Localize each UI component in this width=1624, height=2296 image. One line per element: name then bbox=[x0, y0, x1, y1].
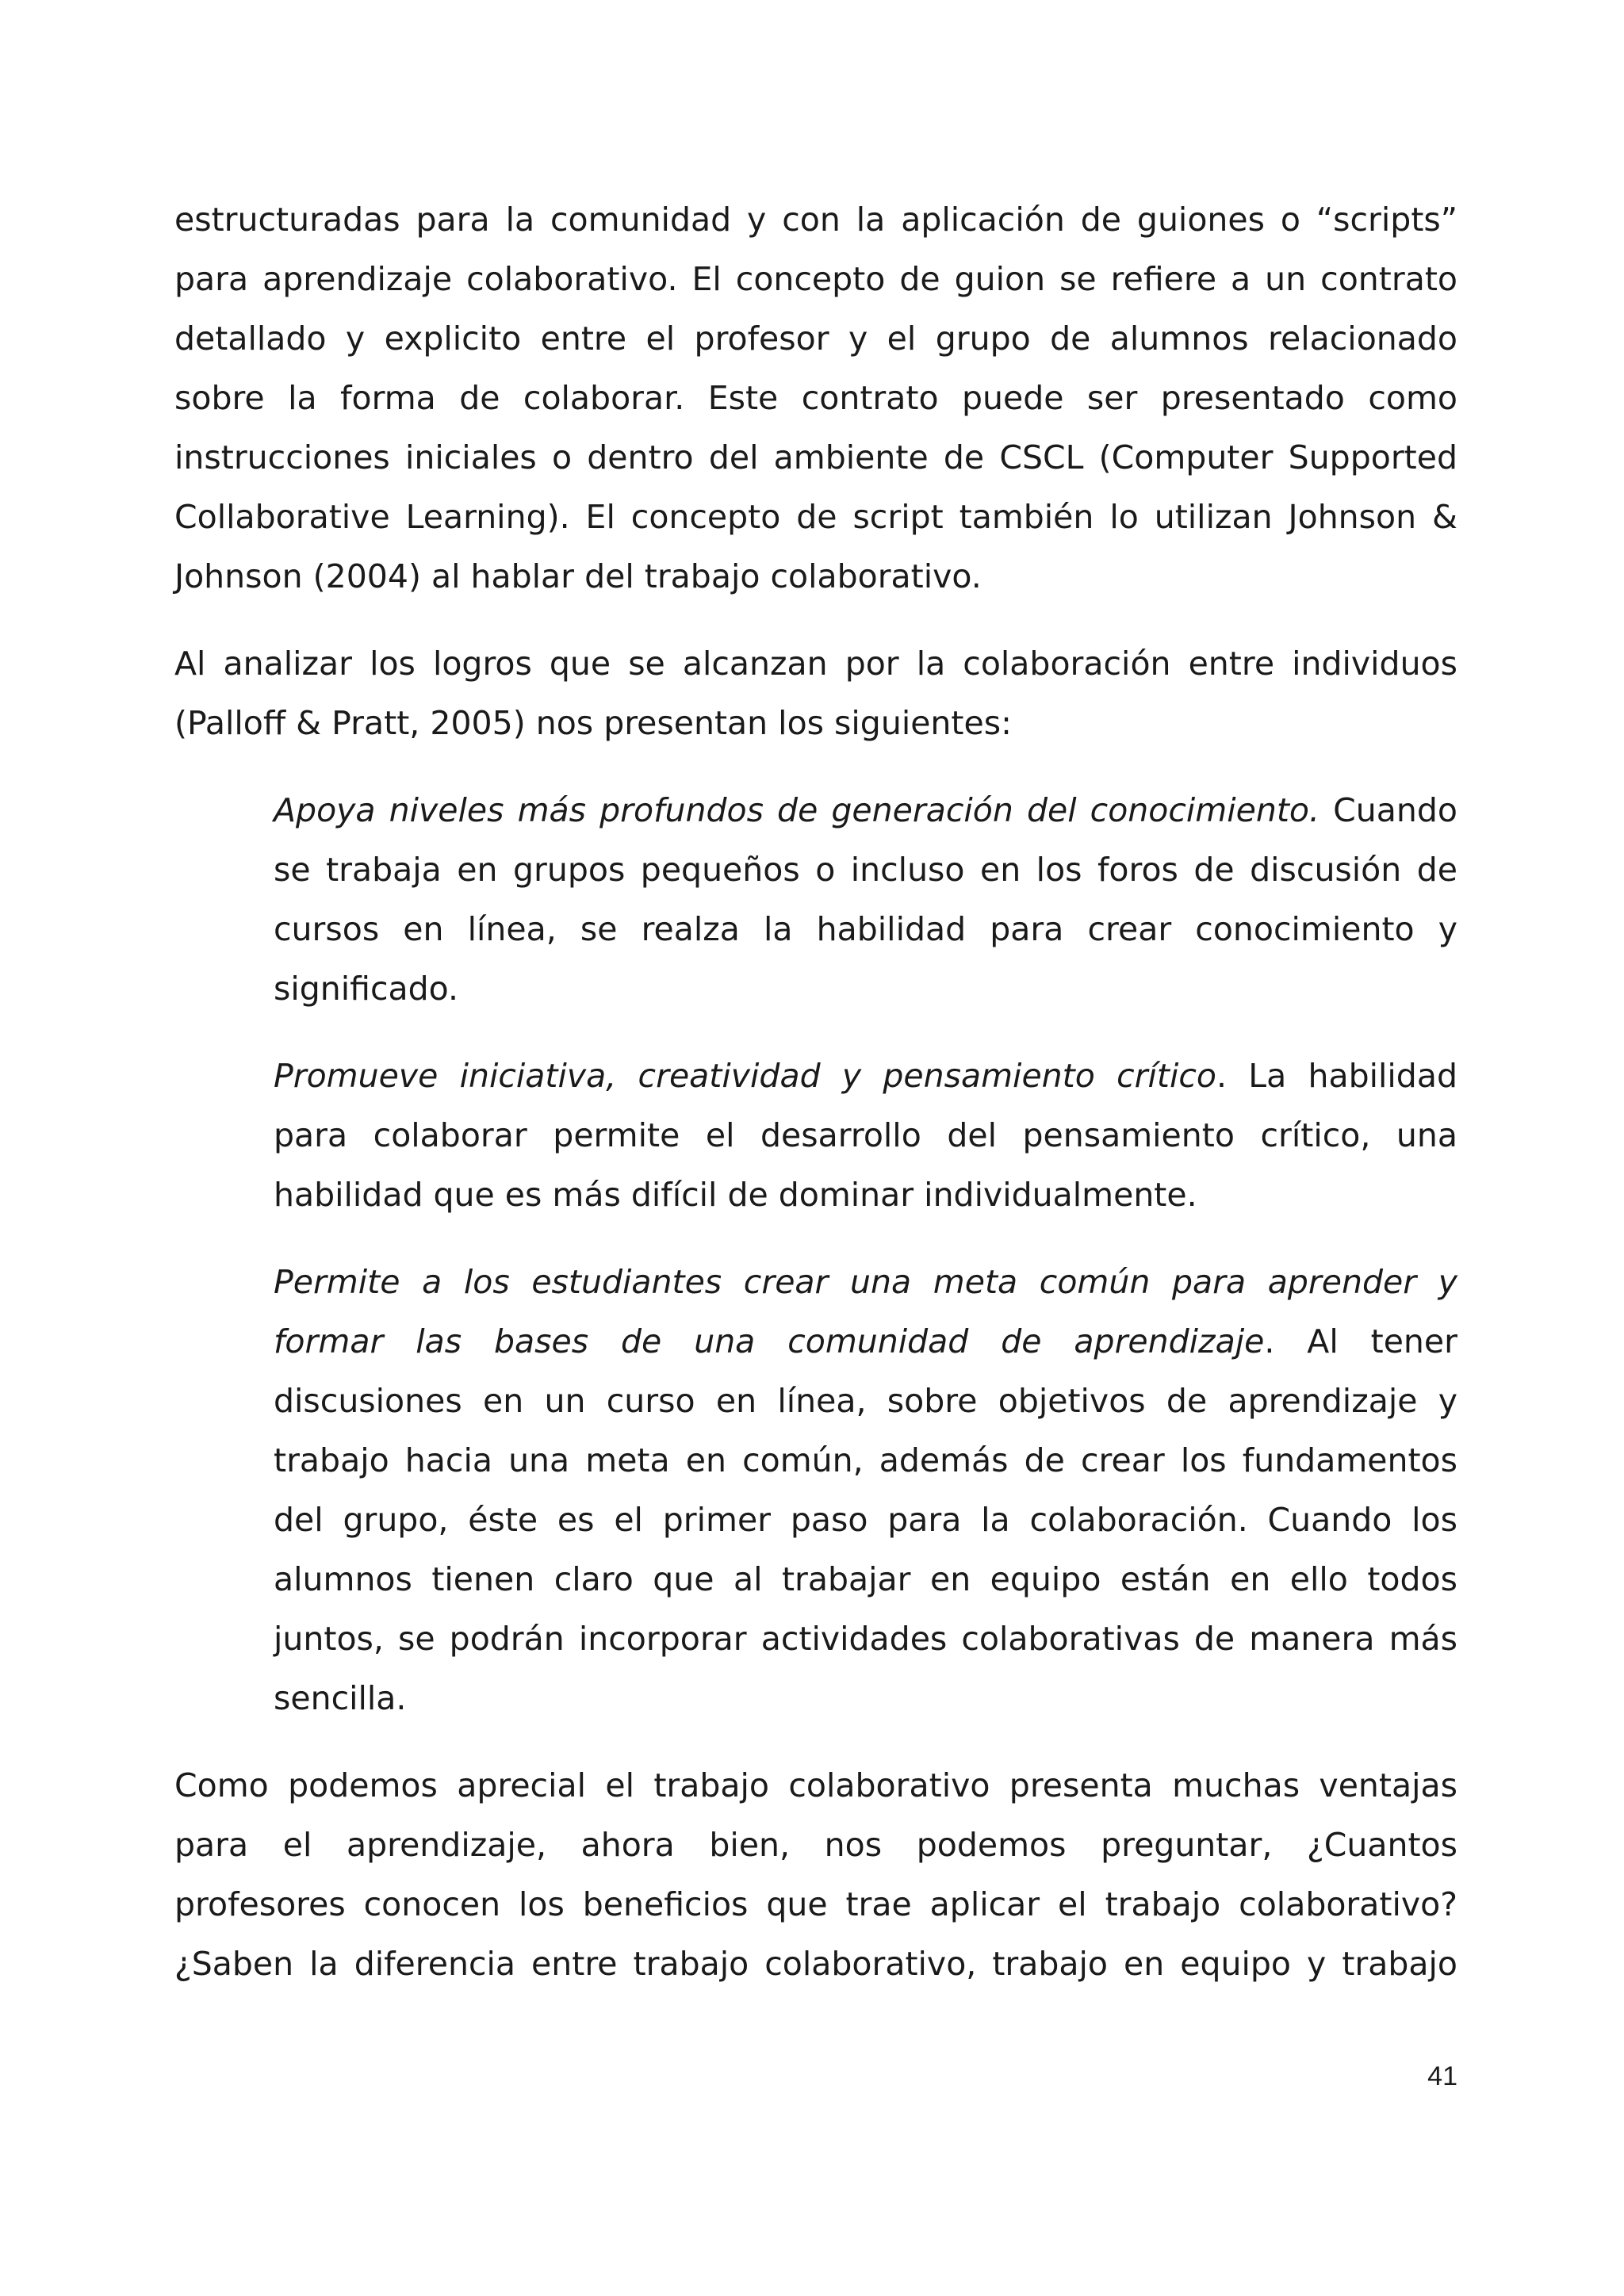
text-line: significado. bbox=[274, 970, 459, 1008]
text-line: trabajo hacia una meta en común, además de crear los fundamentos bbox=[274, 1441, 1457, 1479]
text-line: Al analizar los logros que se alcanzan por la colaboración entre individuos bbox=[174, 645, 1457, 683]
text-line: del grupo, éste es el primer paso para la colaboración. Cuando los bbox=[274, 1501, 1457, 1539]
line-rest: . Al tener bbox=[1264, 1322, 1457, 1360]
text-line: ¿Saben la diferencia entre trabajo colaborativo, trabajo en equipo y trabajo bbox=[174, 1945, 1457, 1983]
page-number: 41 bbox=[1427, 2061, 1457, 2091]
paragraph-2 bbox=[174, 634, 1457, 753]
text-line: detallado y explicito entre el profesor y el grupo de alumnos relacionado bbox=[174, 320, 1457, 358]
text-line: profesores conocen los beneficios que trae aplicar el trabajo colaborativo? bbox=[174, 1885, 1457, 1923]
text-line: sobre la forma de colaborar. Este contrato puede ser presentado como bbox=[174, 379, 1457, 417]
text-line: alumnos tienen claro que al trabajar en equipo están en ello todos bbox=[274, 1560, 1457, 1598]
text-line: Johnson (2004) al hablar del trabajo colaborativo. bbox=[174, 557, 982, 595]
text-line: para colaborar permite el desarrollo del pensamiento crítico, una bbox=[274, 1116, 1457, 1154]
text-line: para aprendizaje colaborativo. El concepto de guion se refiere a un contrato bbox=[174, 260, 1457, 298]
lead-rest: . La habilidad bbox=[1216, 1057, 1457, 1095]
text-line: Collaborative Learning). El concepto de script también lo utilizan Johnson & bbox=[174, 498, 1457, 536]
text-line bbox=[274, 1253, 1457, 1312]
text-line: discusiones en un curso en línea, sobre objetivos de aprendizaje y bbox=[274, 1382, 1457, 1420]
text-line: se trabaja en grupos pequeños o incluso en los foros de discusión de bbox=[274, 851, 1457, 889]
text-line: habilidad que es más difícil de dominar individualmente. bbox=[274, 1176, 1197, 1214]
lead-rest: Cuando bbox=[1320, 791, 1457, 829]
text-line: sencilla. bbox=[274, 1679, 407, 1717]
text-line bbox=[274, 781, 1457, 840]
text-line: (Palloff & Pratt, 2005) nos presentan los siguientes: bbox=[174, 704, 1012, 742]
text-line: instrucciones iniciales o dentro del ambiente de CSCL (Computer Supported bbox=[174, 438, 1457, 476]
text-line: estructuradas para la comunidad y con la aplicación de guiones o “scripts” bbox=[174, 201, 1457, 239]
text-line bbox=[274, 1047, 1457, 1106]
text-line: cursos en línea, se realza la habilidad para crear conocimiento y bbox=[274, 910, 1457, 948]
italic-lead: Promueve iniciativa, creatividad y pensamiento crítico bbox=[274, 1057, 1216, 1095]
list-item-deeper-knowledge bbox=[274, 781, 1457, 1019]
italic-lead: Apoya niveles más profundos de generación del conocimiento. bbox=[274, 791, 1320, 829]
text-line: Como podemos aprecial el trabajo colaborativo presenta muchas ventajas bbox=[174, 1766, 1457, 1804]
italic-line: Permite a los estudiantes crear una meta común para aprender y bbox=[274, 1263, 1457, 1301]
text-line: para el aprendizaje, ahora bien, nos podemos preguntar, ¿Cuantos bbox=[174, 1826, 1457, 1864]
text-line: juntos, se podrán incorporar actividades colaborativas de manera más bbox=[274, 1620, 1457, 1658]
paragraph-1 bbox=[174, 190, 1457, 607]
list-item-critical-thinking bbox=[274, 1047, 1457, 1225]
italic-line: formar las bases de una comunidad de aprendizaje bbox=[274, 1322, 1265, 1360]
paragraph-final bbox=[174, 1756, 1457, 1994]
text-line bbox=[274, 1312, 1457, 1372]
list-item-common-goal bbox=[274, 1253, 1457, 1728]
